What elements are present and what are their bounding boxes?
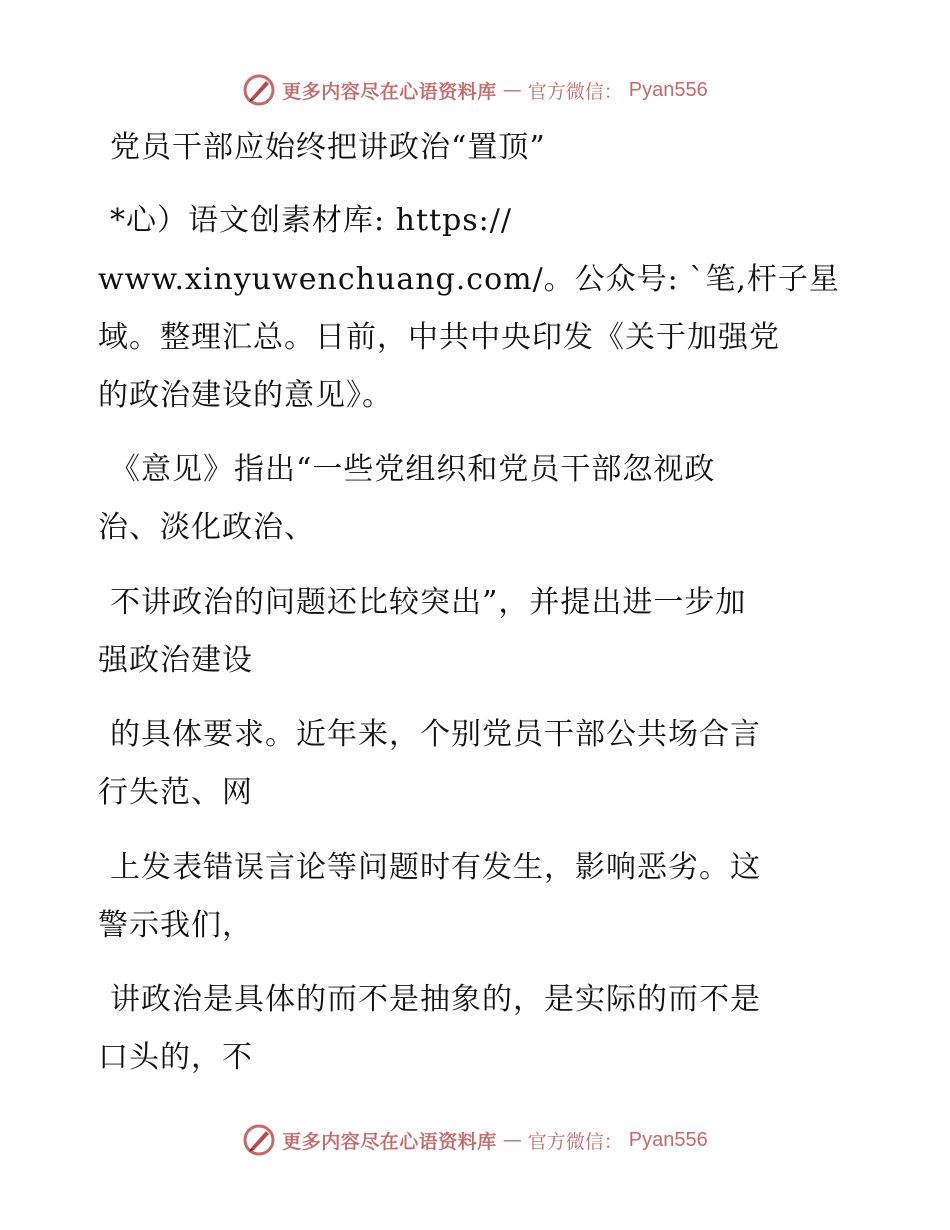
banner-separator: — (502, 79, 522, 101)
text-line: 上发表错误言论等问题时有发生，影响恶劣。这 (110, 850, 761, 885)
text-line: 口头的，不 (98, 1040, 253, 1075)
text-line: 《意见》指出“一些党组织和党员干部忽视政 (110, 452, 716, 487)
banner-text: 更多内容尽在心语资料库 (282, 1130, 497, 1153)
text-line: 讲政治是具体的而不是抽象的，是实际的而不是 (110, 982, 761, 1017)
quill-pen-icon (242, 73, 276, 107)
text-line: 的政治建设的意见》。 (98, 378, 393, 413)
banner-wechat-id: Pyan556 (628, 1128, 708, 1151)
text-line: 强政治建设 (98, 643, 253, 678)
banner-wechat-label: 官方微信： (527, 1130, 623, 1153)
text-line: 域。整理汇总。日前，中共中央印发《关于加强党 (98, 320, 780, 355)
text-line: 不讲政治的问题还比较突出”，并提出进一步加 (110, 585, 747, 620)
header-banner (0, 70, 950, 110)
text-line: 治、淡化政治、 (98, 510, 315, 545)
footer-banner (0, 1120, 950, 1160)
banner-separator: — (502, 1129, 522, 1151)
banner-wechat-label: 官方微信： (527, 80, 623, 103)
quill-pen-icon (242, 1123, 276, 1157)
banner-wechat-id: Pyan556 (628, 78, 708, 101)
banner-text: 更多内容尽在心语资料库 (282, 80, 497, 103)
text-line: 警示我们， (98, 908, 253, 943)
text-line: 的具体要求。近年来，个别党员干部公共场合言 (110, 717, 761, 752)
text-line: *心）语文创素材库: https:// (110, 203, 512, 238)
text-line: www.xinyuwenchuang.com/。公众号: `笔,杆子星 (98, 262, 840, 297)
text-line: 行失范、网 (98, 775, 253, 810)
document-title: 党员干部应始终把讲政治“置顶” (110, 130, 546, 165)
